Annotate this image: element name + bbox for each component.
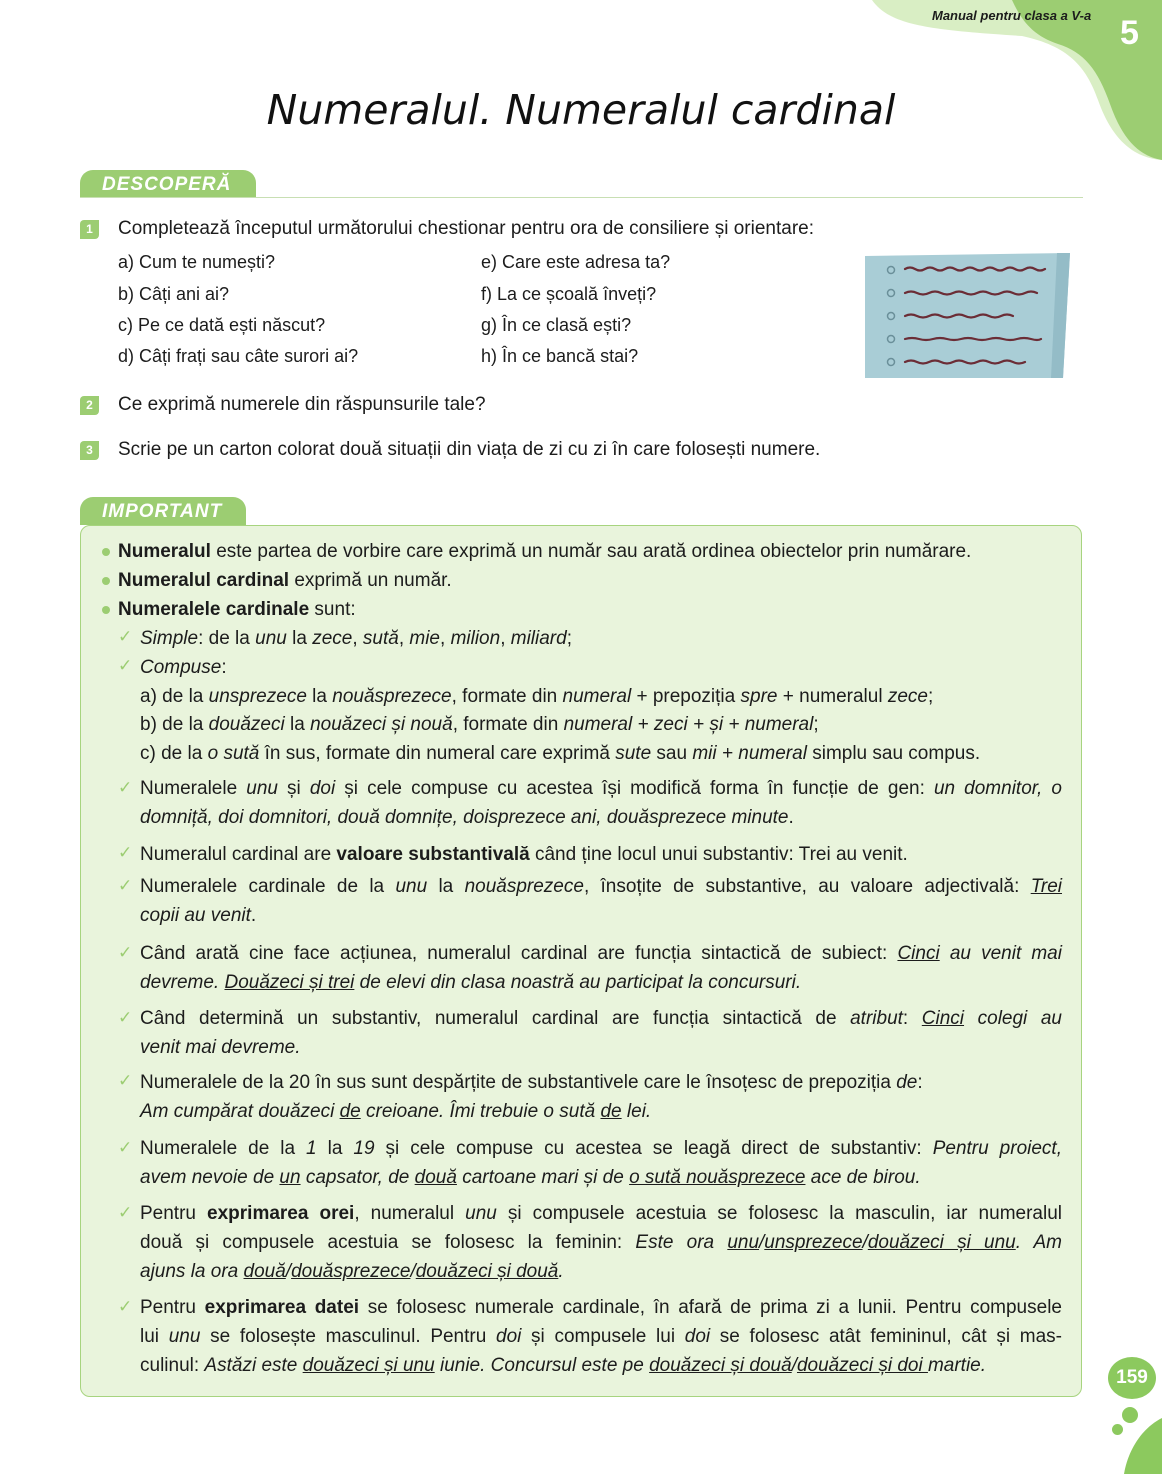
book-header-label: Manual pentru clasa a V-a: [932, 8, 1092, 23]
rule-simple: Simple: de la unu la zece, sută, mie, milion, miliard;: [140, 628, 572, 649]
check-icon: ✓: [118, 876, 133, 895]
rule-compuse-b: b) de la douăzeci la nouăzeci și nouă, formate din numeral + zeci + și + numeral;: [140, 714, 819, 735]
rule-attribute: Când determină un substantiv, numeralul cardinal are funcția sintactică de atribut: Cinci colegi au venit mai devreme.: [140, 1008, 1062, 1058]
check-icon: ✓: [118, 943, 133, 962]
rule-compuse-a: a) de la unsprezece la nouăsprezece, formate din numeral + prepoziția spre + numeralul zece;: [140, 686, 934, 707]
question-item: g) În ce clasă ești?: [481, 315, 632, 335]
page-number: 159: [1108, 1357, 1156, 1399]
section-tag-descopera: DESCOPERĂ !: [80, 170, 256, 198]
questionnaire-illustration: [865, 253, 1070, 378]
rule-direct-link: Numeralele de la 1 la 19 și cele compuse cu acestea se leagă direct de substantiv: Pentru proiect, avem nevoie de un capsator, de două cartoane mari și de o sută nouăsprezece ace de birou.: [140, 1138, 1062, 1188]
rule-compuse-c: c) de la o sută în sus, formate din numeral care exprimă sute sau mii + numeral simplu sau compus.: [140, 743, 981, 764]
question-item: h) În ce bancă stai?: [481, 346, 639, 366]
rule-preposition-de: Numeralele de la 20 în sus sunt despărțite de substantivele care le însoțesc de prepoziția de:: [140, 1072, 923, 1093]
check-icon: ✓: [118, 656, 133, 675]
bullet-icon: [102, 606, 110, 614]
rule-preposition-de-example: Am cumpărat douăzeci de creioane. Îmi trebuie o sută de lei.: [140, 1101, 652, 1122]
check-icon: ✓: [118, 1203, 133, 1222]
definition-numeral: Numeralul este partea de vorbire care exprimă un număr sau arată ordinea obiectelor prin numărare.: [118, 541, 972, 562]
exercise-number: 1: [80, 220, 99, 239]
question-item: c) Pe ce dată ești născut?: [118, 315, 326, 335]
exercise-number: 2: [80, 396, 99, 415]
question-item: a) Cum te numești?: [118, 252, 276, 272]
rule-compuse: Compuse:: [140, 657, 227, 678]
rule-adjectival: Numeralele cardinale de la unu la nouăsprezece, însoțite de substantive, au valoare adjectivală: Trei copii au venit.: [140, 876, 1062, 926]
check-icon: ✓: [118, 843, 133, 862]
question-item: d) Câți frați sau câte surori ai?: [118, 346, 359, 366]
rule-time: Pentru exprimarea orei, numeralul unu și compusele acestuia se folosesc la masculin, iar numeralul două și compusele acestuia se folosesc la feminin: Este ora unu/unsprezece/douăzeci și unu. Am ajuns la ora două/douăsprezece/douăzeci și două.: [140, 1203, 1063, 1282]
check-icon: ✓: [118, 1008, 133, 1027]
section-divider: [80, 197, 1083, 198]
bullet-icon: [102, 548, 110, 556]
check-icon: ✓: [118, 1071, 133, 1090]
question-item: f) La ce școală înveți?: [481, 284, 657, 304]
chapter-number: 5: [1120, 14, 1139, 52]
page-title: Numeralul. Numeralul cardinal: [266, 86, 896, 134]
corner-decoration: [872, 0, 1162, 160]
check-icon: ✓: [118, 1138, 133, 1157]
bullet-icon: [102, 577, 110, 585]
question-item: b) Câți ani ai?: [118, 284, 230, 304]
exercise-text: Scrie pe un carton colorat două situații din viața de zi cu zi în care folosești numere.: [118, 439, 821, 460]
question-item: e) Care este adresa ta?: [481, 252, 671, 272]
rule-subject: Când arată cine face acțiunea, numeralul cardinal are funcția sintactică de subiect: Cinci au venit mai devreme. Douăzeci și trei de elevi din clasa noastră au participat la concursuri.: [140, 943, 1062, 993]
section-tag-important: IMPORTANT: [80, 497, 246, 525]
exercise-number: 3: [80, 441, 99, 460]
exercise-text: Completează începutul următorului chestionar pentru ora de consiliere și orientare:: [118, 218, 814, 239]
rule-gender: Numeralele unu și doi și cele compuse cu acestea își modifică forma în funcție de gen: un domnitor, o domniță, doi domnitori, două domnițe, doisprezece ani, douăsprezece minute.: [140, 778, 1062, 828]
check-icon: ✓: [118, 1297, 133, 1316]
definition-types: Numeralele cardinale sunt:: [118, 599, 356, 620]
exercise-text: Ce exprimă numerele din răspunsurile tale?: [118, 394, 486, 415]
definition-cardinal: Numeralul cardinal exprimă un număr.: [118, 570, 452, 591]
rule-date: Pentru exprimarea datei se folosesc numerale cardinale, în afară de prima zi a lunii. Pentru compusele lui unu se folosește masculinul. Pentru doi și compusele lui doi se folosesc atât femininul, cât și mas- culinul: Astăzi este douăzeci și unu iunie. Concursul este pe douăzeci și două/douăzeci și doi martie.: [140, 1297, 1063, 1376]
check-icon: ✓: [118, 778, 133, 797]
corner-decoration-bottom: [1118, 1418, 1162, 1474]
rule-substantival: Numeralul cardinal are valoare substantivală când ține locul unui substantiv: Trei au venit.: [140, 844, 908, 865]
check-icon: ✓: [118, 627, 133, 646]
